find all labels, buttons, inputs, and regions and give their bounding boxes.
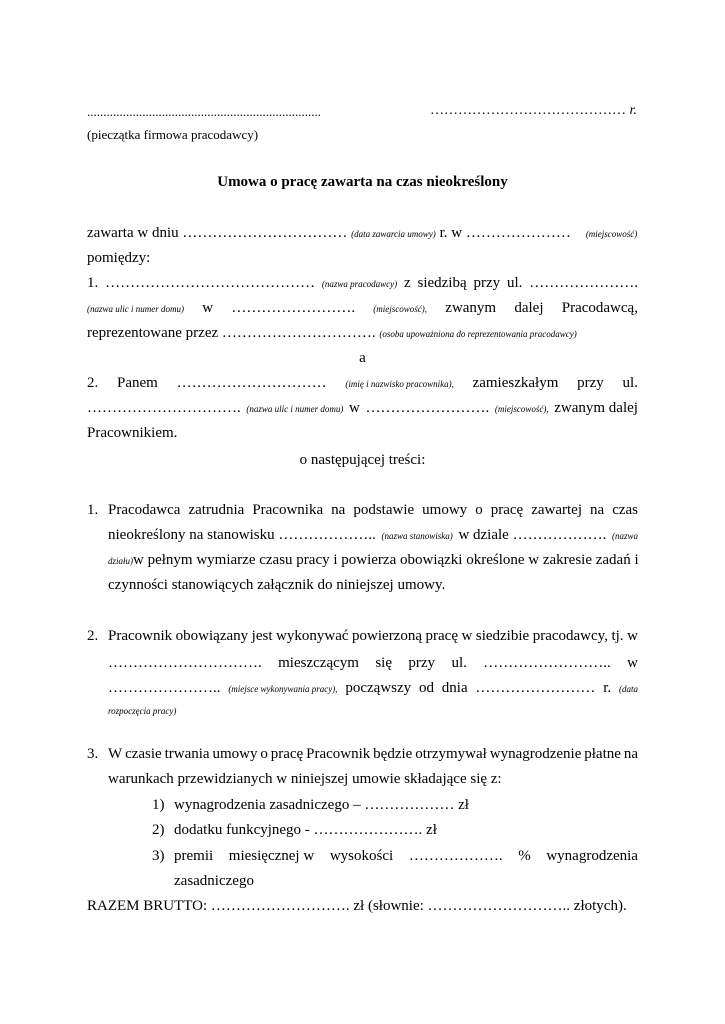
word: % (518, 848, 531, 864)
department-caption-cont: działu) (108, 556, 134, 566)
between-label: pomiędzy: (87, 250, 151, 266)
city-field: ……………………. (365, 400, 490, 416)
salary-item-2-number: 2) (152, 822, 165, 838)
text: w pełnym wymiarze czasu pracy i powierza obowiązki określone w zakresie zadań i (133, 552, 639, 568)
city-caption: (miejscowość), (373, 304, 428, 314)
workplace-caption: (miejsce wykonywania pracy), (228, 684, 338, 694)
word: o (260, 746, 268, 762)
following-content-label: o następującej treści: (299, 452, 426, 468)
employee-name-field: ………………………… (176, 375, 327, 391)
salary-item-3-line (174, 848, 638, 865)
paragraph-1-line-1 (108, 502, 638, 519)
location-field: …………………………. (108, 655, 262, 671)
word: siedzibą (417, 275, 467, 291)
street-field: …………………………. (87, 400, 241, 416)
word: wykonywać (276, 628, 349, 644)
word: trwania (164, 746, 210, 762)
salary-item-3-cont: zasadniczego (174, 873, 254, 889)
city-field: ……………………. (231, 300, 356, 316)
word: począwszy (345, 680, 412, 696)
word: Pracodawca (108, 502, 181, 518)
street-field: …………………….. (483, 655, 611, 671)
word: o (475, 502, 483, 518)
word: przy (408, 655, 436, 671)
word: Pracownik (306, 746, 371, 762)
num: 2. (87, 375, 99, 391)
position-caption: (nazwa stanowiska) (381, 531, 453, 541)
employer-name-field: …………………………………… (105, 275, 316, 291)
word: umowy (212, 746, 258, 762)
department-caption: (nazwa (611, 531, 638, 541)
word: zwanym (445, 300, 497, 316)
representative-caption: (osoba upoważniona do reprezentowania pracodawcy) (379, 329, 577, 339)
word: ul. (622, 375, 638, 391)
paragraph-1-line-3 (108, 552, 638, 569)
paragraph-1-line-4: czynności stanowiących załącznik do niniejszej umowy. (108, 577, 446, 593)
employee-line-2 (87, 400, 638, 417)
word: płatne (584, 746, 621, 762)
intro-line-1 (87, 225, 637, 242)
position-field: nieokreślony na stanowisku ……………….. (108, 527, 376, 543)
employer-line-1 (87, 275, 638, 292)
paragraph-2-line-1 (108, 628, 638, 645)
salary-item-1-number: 1) (152, 797, 165, 813)
word: od (418, 680, 434, 696)
word: r. (603, 680, 612, 696)
salary-item-3-number: 3) (152, 848, 165, 864)
employer-line-3 (87, 325, 577, 342)
word: zatrudnia (188, 502, 245, 518)
word: Pracownik (108, 628, 173, 644)
num: 1. (87, 275, 99, 291)
word: zawartej (531, 502, 582, 518)
word: pracę (490, 502, 524, 518)
word: przy (473, 275, 501, 291)
word: Pracownika (252, 502, 324, 518)
paragraph-3-line-1 (108, 746, 638, 763)
city-field: ………………….. (108, 680, 221, 696)
word: w (461, 628, 473, 644)
word: pracę (425, 628, 458, 644)
word: W (108, 746, 123, 762)
date-place-dots: …………………………………… (430, 103, 626, 118)
word: Panem (117, 375, 158, 391)
word: miesięcznej w (228, 848, 315, 864)
employee-line-3: Pracownikiem. (87, 425, 178, 441)
words: zwanym dalej (554, 400, 638, 416)
place-caption: (miejscowość) (585, 229, 638, 239)
street-caption: (nazwa ulic i numer domu) (246, 404, 344, 414)
word: jest (251, 628, 273, 644)
paragraph-2-line-2 (108, 655, 638, 672)
word: wysokości (329, 848, 394, 864)
department-field: w dziale ………………. (458, 527, 607, 543)
employee-name-caption: (imię i nazwisko pracownika), (345, 379, 454, 389)
gross-total-line: RAZEM BRUTTO: ………………………. zł (słownie: ……………………….. złotych). (87, 898, 627, 914)
start-date-caption: (data (618, 684, 638, 694)
word: obowiązany (175, 628, 249, 644)
word: w (202, 300, 214, 316)
word: czas (612, 502, 638, 518)
word: będzie (373, 746, 413, 762)
paragraph-1-line-2 (108, 527, 638, 544)
word: wynagrodzenia (546, 848, 638, 864)
date-place-suffix: r. (629, 103, 637, 118)
stamp-caption: (pieczątka firmowa pracodawcy) (87, 127, 259, 142)
word: pracę (270, 746, 304, 762)
paragraph-3-line-2: warunkach przewidzianych w niniejszej umowie składające się z: (108, 771, 502, 787)
date-place-line (430, 103, 637, 119)
employer-line-2 (87, 300, 638, 317)
word: powierzoną (352, 628, 422, 644)
word: otrzymywał (415, 746, 487, 762)
word: podstawie (353, 502, 415, 518)
word: na (331, 502, 346, 518)
word: premii (174, 848, 214, 864)
word: siedzibie (475, 628, 530, 644)
paragraph-2-number: 2. (87, 628, 99, 644)
word: zamieszkałym (472, 375, 559, 391)
salary-item-2-text: dodatku funkcyjnego - …………………. zł (174, 822, 437, 838)
word: na (590, 502, 605, 518)
paragraph-1-number: 1. (87, 502, 99, 518)
street-field: …………………. (529, 275, 638, 291)
word: w (627, 655, 638, 671)
employer-name-caption: (nazwa pracodawcy) (321, 279, 398, 289)
salary-item-1-text: wynagrodzenia zasadniczego – ……………… zł (174, 797, 469, 813)
and-separator: a (359, 350, 366, 366)
paragraph-2-line-3 (108, 680, 638, 697)
word: przy (577, 375, 604, 391)
word: mieszczącym (278, 655, 359, 671)
date-caption: (data zawarcia umowy) (351, 229, 436, 239)
paragraph-3-number: 3. (87, 746, 99, 762)
stamp-dotted-line: ........................................................................ (87, 104, 321, 119)
word: w (627, 628, 638, 644)
word: wynagrodzenie (489, 746, 582, 762)
word: na (623, 746, 638, 762)
place-field: r. w ………………… (439, 225, 571, 241)
start-date-field: …………………… (475, 680, 596, 696)
word: się (375, 655, 392, 671)
word: ul. (506, 275, 523, 291)
word: ul. (451, 655, 467, 671)
word: umowy (422, 502, 468, 518)
word: dalej (514, 300, 544, 316)
document-title: Umowa o pracę zawarta na czas nieokreślony (217, 174, 508, 190)
word: pracodawcy, (532, 628, 608, 644)
word: w (349, 400, 360, 416)
date-field: zawarta w dniu …………………………… (87, 225, 348, 241)
employee-line-1 (87, 375, 638, 392)
word: dnia (441, 680, 468, 696)
street-caption: (nazwa ulic i numer domu) (87, 304, 184, 314)
word: czasie (125, 746, 162, 762)
paragraph-2-line-4: rozpoczęcia pracy) (108, 706, 177, 716)
word: tj. (611, 628, 624, 644)
word: z (403, 275, 411, 291)
bonus-field: ………………. (408, 848, 503, 864)
city-caption: (miejscowość), (494, 404, 549, 414)
word: Pracodawcą, (561, 300, 638, 316)
representative-field: reprezentowane przez …………………………. (87, 325, 376, 341)
